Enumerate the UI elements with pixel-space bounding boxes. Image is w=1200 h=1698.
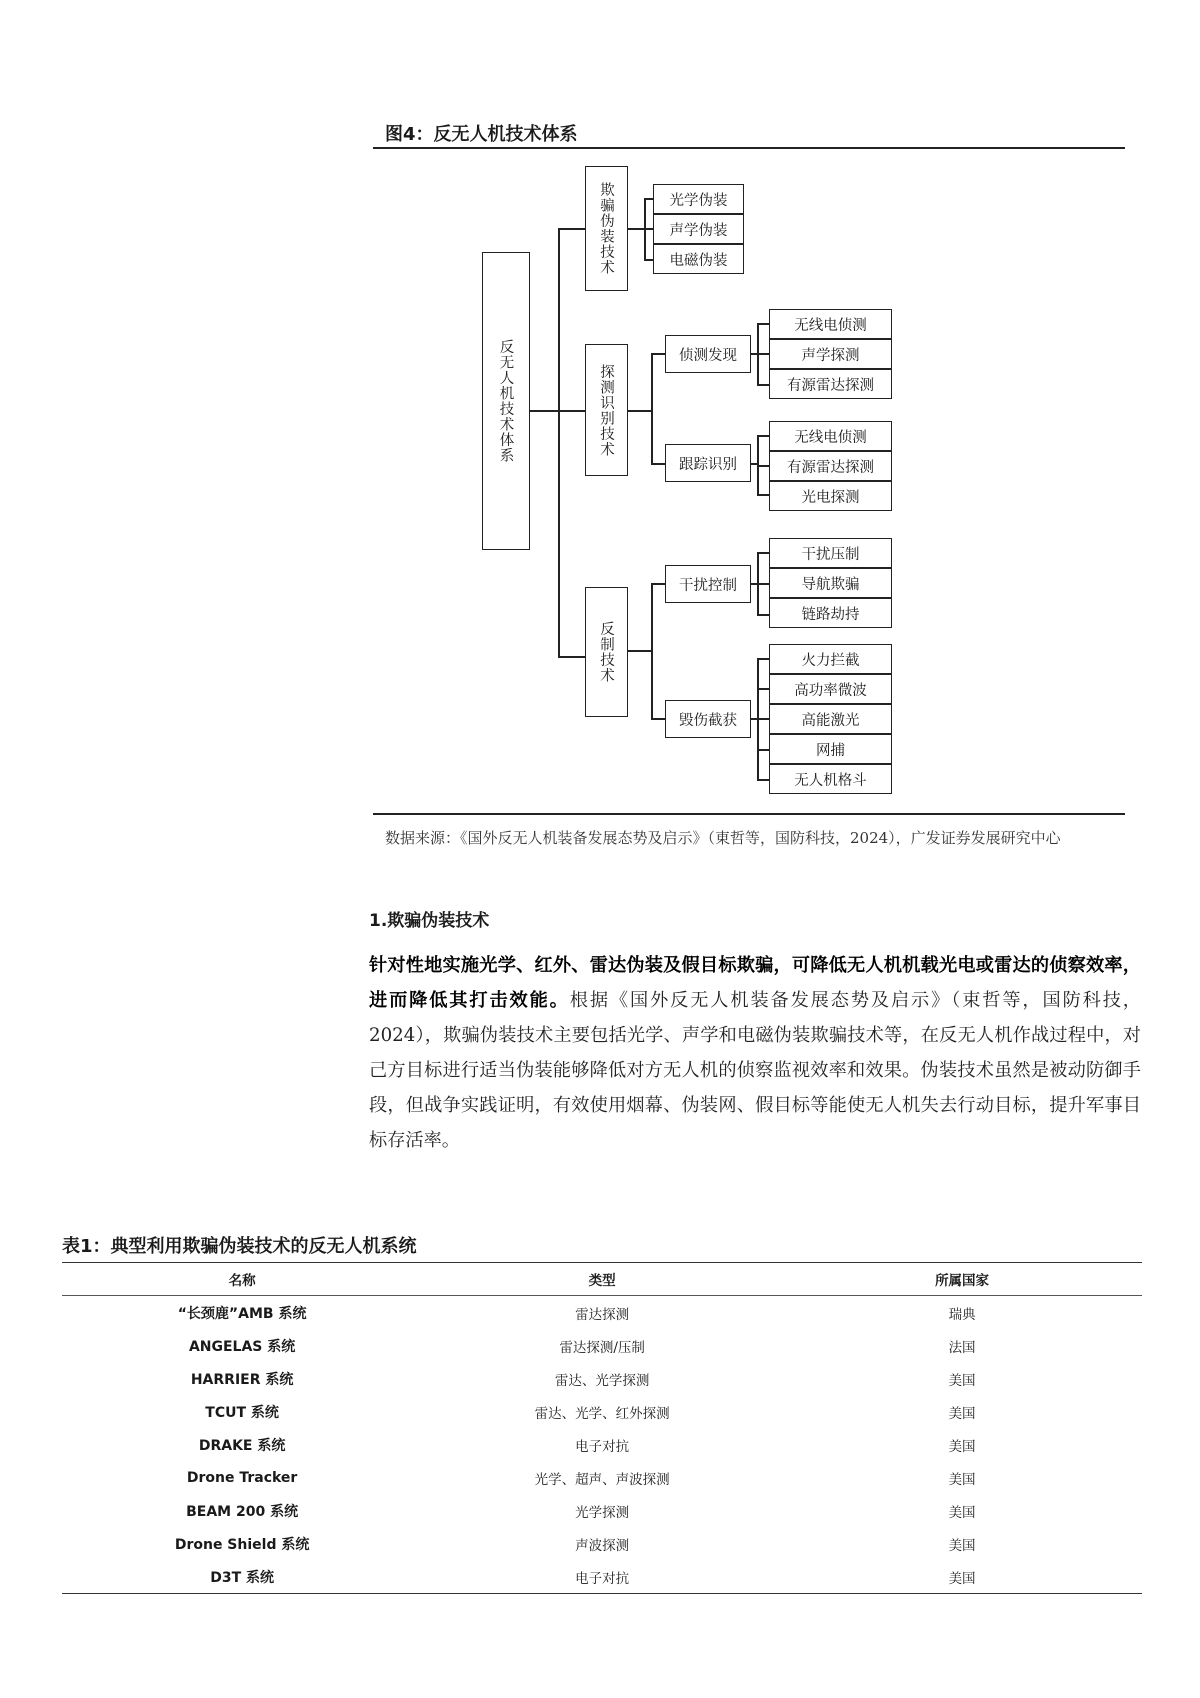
destroy-item: 网捕: [769, 734, 892, 764]
root-node: [482, 252, 530, 550]
table-title: 表1：典型利用欺骗伪装技术的反无人机系统: [62, 1236, 417, 1257]
branch-counter: [585, 587, 628, 717]
table-header-row: [62, 1263, 1142, 1296]
connector: [644, 259, 653, 261]
figure-bottom-rule: [373, 813, 1125, 815]
branch-deception: [585, 166, 628, 291]
connector: [558, 410, 585, 412]
root-label: 反无人机技术体系: [497, 339, 514, 463]
cell-type: 光学探测: [575, 1504, 630, 1521]
deception-item: 光学伪装: [653, 184, 744, 214]
connector: [651, 583, 653, 719]
counter-sub-destroy: 毁伤截获: [665, 700, 751, 738]
header-type: 类型: [422, 1263, 782, 1296]
connector: [757, 323, 769, 325]
paragraph-body: 根据《国外反无人机装备发展态势及启示》（束哲等，国防科技，2024），欺骗伪装技术主要包括光学、声学和电磁伪装欺骗技术等，在反无人机作战过程中，对己方目标进行适当伪装能够降低对方无人机的侦察监视效率和效果。伪装技术虽然是被动防御手段，但战争实践证明，有效使用烟幕、伪装网、假目标等能使无人机失去行动目标，提升军事目标存活率。: [369, 990, 1141, 1151]
connector: [628, 410, 652, 412]
cell-name: Drone Tracker: [186, 1469, 298, 1486]
connector: [757, 494, 769, 496]
connector: [651, 463, 665, 465]
header-name: 名称: [62, 1263, 422, 1296]
track-item: 有源雷达探测: [769, 451, 892, 481]
table-row: [62, 1395, 1142, 1428]
section-heading: 1.欺骗伪装技术: [369, 911, 490, 931]
connector: [651, 353, 653, 464]
connector: [757, 688, 769, 690]
branch-deception-label: 欺骗伪装技术: [598, 182, 614, 275]
cell-country: 瑞典: [948, 1306, 976, 1323]
discover-item: 声学探测: [769, 339, 892, 369]
figure-top-rule: [373, 147, 1125, 149]
header-country: 所属国家: [782, 1263, 1142, 1296]
connector: [757, 465, 769, 467]
cell-type: 电子对抗: [422, 1560, 782, 1594]
destroy-item: 高功率微波: [769, 674, 892, 704]
cell-type: 雷达探测: [575, 1306, 630, 1323]
branch-detection-label: 探测识别技术: [598, 363, 614, 457]
cell-country: 法国: [948, 1339, 976, 1356]
table-row: [62, 1527, 1142, 1560]
cell-name: TCUT 系统: [205, 1404, 279, 1421]
destroy-item: 火力拦截: [769, 644, 892, 674]
cell-type: 雷达、光学、红外探测: [534, 1405, 670, 1422]
cell-country: 美国: [948, 1537, 976, 1554]
connector: [757, 614, 769, 616]
destroy-item: 无人机格斗: [769, 764, 892, 794]
connector: [757, 552, 769, 554]
deception-item: 声学伪装: [653, 214, 744, 244]
cell-country: 美国: [948, 1405, 976, 1422]
cell-name: DRAKE 系统: [198, 1437, 286, 1454]
cell-name: “长颈鹿”AMB 系统: [177, 1305, 307, 1322]
cell-country: 美国: [948, 1438, 976, 1455]
table-row: [62, 1362, 1142, 1395]
track-item: 光电探测: [769, 481, 892, 511]
deception-item: 电磁伪装: [653, 244, 744, 274]
track-item: 无线电侦测: [769, 421, 892, 451]
connector: [757, 749, 769, 751]
connector: [644, 228, 653, 230]
table-row: [62, 1296, 1142, 1330]
cell-country: 美国: [948, 1372, 976, 1389]
connector: [558, 228, 560, 657]
table-row: [62, 1428, 1142, 1461]
connector: [644, 198, 653, 200]
cell-type: 光学、超声、声波探测: [534, 1471, 670, 1488]
destroy-item: 高能激光: [769, 704, 892, 734]
connector: [558, 656, 585, 658]
connector: [757, 658, 769, 660]
cell-type: 雷达探测/压制: [559, 1339, 645, 1356]
cell-name: BEAM 200 系统: [186, 1503, 299, 1520]
jam-item: 链路劫持: [769, 598, 892, 628]
detection-sub-track: 跟踪识别: [665, 444, 751, 482]
connector: [757, 718, 769, 720]
table-row: [62, 1461, 1142, 1494]
connector: [558, 228, 585, 230]
figure-title: 图4：反无人机技术体系: [385, 124, 578, 145]
cell-country: 美国: [948, 1471, 976, 1488]
figure-source-note: 数据来源：《国外反无人机装备发展态势及启示》（東哲等，国防科技，2024），广发证券发展研究中心: [385, 829, 1061, 847]
connector: [757, 779, 769, 781]
branch-counter-label: 反制技术: [598, 621, 614, 683]
connector: [757, 583, 769, 585]
table-row: [62, 1494, 1142, 1527]
connector: [530, 410, 559, 412]
cell-country: 美国: [948, 1504, 976, 1521]
cell-type: 电子对抗: [575, 1438, 630, 1455]
connector: [757, 384, 769, 386]
branch-detection: [585, 344, 628, 476]
connector: [628, 228, 644, 230]
table-row: [62, 1560, 1142, 1594]
cell-name: D3T 系统: [62, 1560, 422, 1594]
connector: [651, 583, 665, 585]
connector: [651, 353, 665, 355]
connector: [757, 353, 769, 355]
systems-table: [62, 1262, 1142, 1594]
cell-country: 美国: [782, 1560, 1142, 1594]
connector: [757, 435, 769, 437]
cell-name: HARRIER 系统: [190, 1371, 294, 1388]
jam-item: 导航欺骗: [769, 568, 892, 598]
connector: [628, 650, 652, 652]
cell-name: Drone Shield 系统: [174, 1536, 310, 1553]
table-row: [62, 1329, 1142, 1362]
section-paragraph: [369, 948, 1141, 1158]
discover-item: 有源雷达探测: [769, 369, 892, 399]
jam-item: 干扰压制: [769, 538, 892, 568]
cell-type: 雷达、光学探测: [554, 1372, 650, 1389]
discover-item: 无线电侦测: [769, 309, 892, 339]
paragraph-bold-lead: 针对性地实施光学、红外、雷达伪装及假目标欺骗，可降低无人机机载光电或雷达的侦察效率，进而降低其打击效能。: [369, 955, 1141, 1011]
connector: [651, 718, 665, 720]
cell-name: ANGELAS 系统: [188, 1338, 296, 1355]
cell-type: 声波探测: [575, 1537, 630, 1554]
counter-sub-jam: 干扰控制: [665, 565, 751, 603]
detection-sub-discover: 侦测发现: [665, 335, 751, 373]
